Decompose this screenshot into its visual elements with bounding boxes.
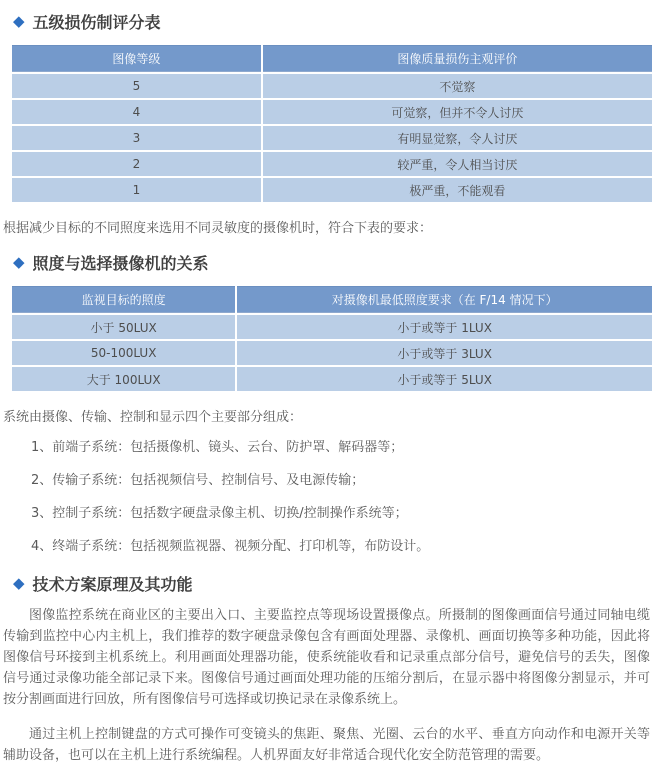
table-cell: 小于 50LUX [12,315,235,339]
table-row [12,341,652,365]
table-cell: 较严重，令人相当讨厌 [263,152,652,176]
section-title: 技术方案原理及其功能 [32,575,193,594]
damage-rating-table [10,43,654,204]
table-cell: 可觉察，但并不令人讨厌 [263,100,652,124]
list-item: 2、传输子系统：包括视频信号、控制信号、及电源传输； [31,473,365,488]
list-item: 1、前端子系统：包括摄像机、镜头、云台、防护罩、解码器等； [31,440,404,455]
table-header-row [12,286,652,313]
subsystem-list [3,440,654,555]
list-item: 4、终端子系统：包括视频监视器、视频分配、打印机等，布防设计。 [31,539,430,554]
table-cell: 5 [12,74,261,98]
table-row [12,126,652,150]
table-cell: 极严重，不能观看 [263,178,652,202]
table-cell: 1 [12,178,261,202]
intro-paragraph: 根据减少目标的不同照度来选用不同灵敏度的摄像机时，符合下表的要求： [3,221,433,236]
table-row [12,315,652,339]
diamond-icon: ◆ [13,574,25,592]
table-cell: 小于或等于 3LUX [237,341,652,365]
column-header: 监视目标的照度 [12,286,235,313]
table-row [12,152,652,176]
table-row [12,367,652,391]
table-cell: 小于或等于 1LUX [237,315,652,339]
diamond-icon: ◆ [13,253,25,271]
tech-paragraph: 通过主机上控制键盘的方式可操作可变镜头的焦距、聚焦、光圈、云台的水平、垂直方向动作和电源开关等辅助设备，也可以在主机上进行系统编程。人机界面友好非常适合现代化安全防范管理的需要。 [3,727,650,763]
lux-requirement-table [10,284,654,393]
table-cell: 50-100LUX [12,341,235,365]
section-title: 照度与选择摄像机的关系 [32,254,209,273]
table-cell: 大于 100LUX [12,367,235,391]
tech-paragraph: 图像监控系统在商业区的主要出入口、主要监控点等现场设置摄像点。所摄制的图像画面信号通过同轴电缆传输到监控中心内主机上，我们推荐的数字硬盘录像包含有画面处理器、录像机、画面切换等多种功能，因此将图像信号环接到主机系统上。利用画面处理器功能，使系统能收看和记录重点部分信号，避免信号的丢失，图像信号通过录像功能全部记录下来。图像信号通过画面处理功能的压缩分割后，在显示器中将图像分割显示，并可按分割画面进行回放，所有图像信号可选择或切换记录在录像系统上。 [3,608,650,707]
section-heading-lux-table [13,251,654,274]
table-cell: 小于或等于 5LUX [237,367,652,391]
diamond-icon: ◆ [13,12,25,30]
system-composition-paragraph: 系统由摄像、传输、控制和显示四个主要部分组成： [3,410,303,425]
column-header: 对摄像机最低照度要求（在 F/14 情况下） [237,286,652,313]
section-heading-damage-table [13,10,654,33]
table-row [12,74,652,98]
table-header-row [12,45,652,72]
list-item: 3、控制子系统：包括数字硬盘录像主机、切换/控制操作系统等； [31,506,408,521]
column-header: 图像质量损伤主观评价 [263,45,652,72]
table-row [12,100,652,124]
section-heading-tech [13,572,654,595]
table-cell: 2 [12,152,261,176]
table-row [12,178,652,202]
column-header: 图像等级 [12,45,261,72]
table-cell: 3 [12,126,261,150]
table-cell: 4 [12,100,261,124]
section-title: 五级损伤制评分表 [32,13,161,32]
table-cell: 不觉察 [263,74,652,98]
table-cell: 有明显觉察，令人讨厌 [263,126,652,150]
